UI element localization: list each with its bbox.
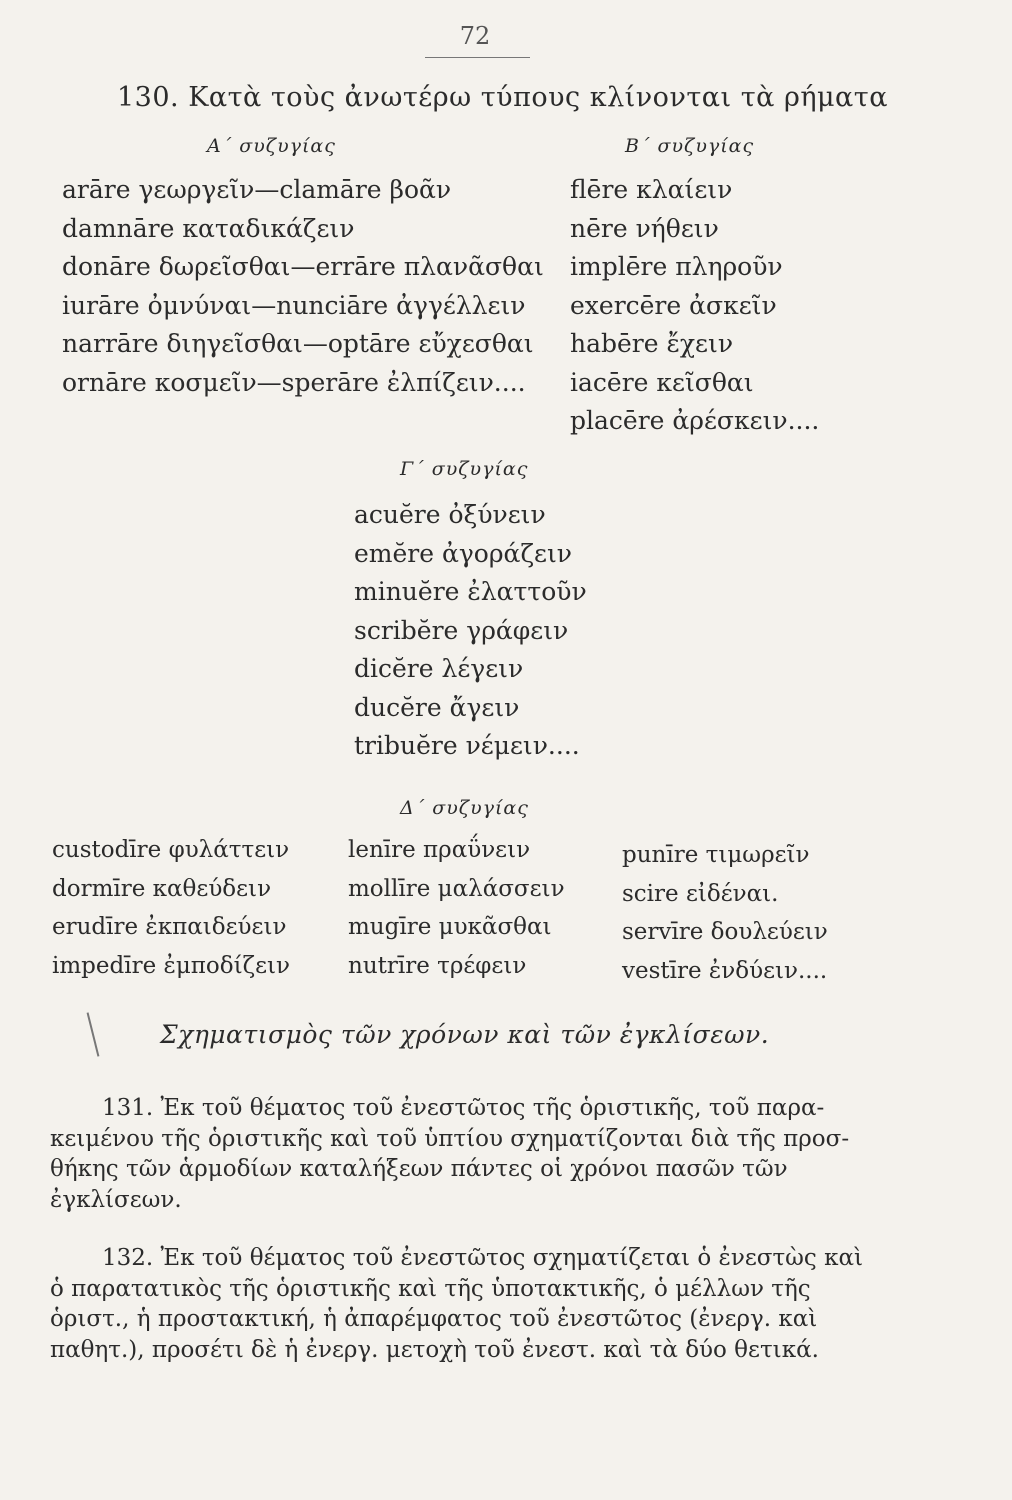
verb-line: exercēre ἀσκεῖν bbox=[570, 290, 777, 320]
paragraph-line: 131. Ἐκ τοῦ θέματος τοῦ ἐνεστῶτος τῆς ὁριστικῆς, τοῦ παρα- bbox=[102, 1095, 825, 1121]
verb-line: arāre γεωργεῖν—clamāre βοᾶν bbox=[62, 175, 452, 204]
verb-line: ornāre κοσμεῖν—sperāre ἐλπίζειν.... bbox=[62, 367, 526, 397]
paragraph-132 bbox=[50, 1243, 870, 1365]
verb-line: mugīre μυκᾶσθαι bbox=[348, 914, 552, 940]
section-title: Σχηματισμὸς τῶν χρόνων καὶ τῶν ἐγκλίσεων. bbox=[160, 1020, 770, 1049]
paragraph-line: θήκης τῶν ἁρμοδίων καταλήξεων πάντες οἱ χρόνοι πασῶν τῶν bbox=[50, 1156, 788, 1182]
verb-line: punīre τιμωρεῖν bbox=[622, 842, 810, 868]
verb-line: vestīre ἐνδύειν.... bbox=[622, 957, 828, 984]
verb-line: iacēre κεῖσθαι bbox=[570, 367, 754, 397]
verb-line: scribĕre γράφειν bbox=[354, 615, 569, 645]
paragraph-line: ὁριστ., ἡ προστακτική, ἡ ἀπαρέμφατος τοῦ ἐνεστῶτος (ἐνεργ. καὶ bbox=[50, 1306, 818, 1332]
conj-a-title: Α΄ συζυγίας bbox=[207, 135, 336, 157]
verb-line: scire εἰδέναι. bbox=[622, 880, 779, 907]
verb-line: narrāre διηγεῖσθαι—optāre εὔχεσθαι bbox=[62, 329, 534, 358]
verb-line: acuĕre ὀξύνειν bbox=[354, 500, 546, 529]
conj-c-list bbox=[354, 496, 587, 766]
conj-d-title: Δ΄ συζυγίας bbox=[400, 797, 529, 819]
conj-b-title: Β΄ συζυγίας bbox=[625, 135, 755, 157]
margin-pencil-mark bbox=[87, 1012, 100, 1056]
verb-line: donāre δωρεῖσθαι—errāre πλανᾶσθαι bbox=[62, 252, 544, 281]
verb-line: placēre ἀρέσκειν.... bbox=[570, 406, 820, 435]
paragraph-line: ὁ παρατατικὸς τῆς ὁριστικῆς καὶ τῆς ὑποτακτικῆς, ὁ μέλλων τῆς bbox=[50, 1275, 811, 1302]
verb-line: erudīre ἐκπαιδεύειν bbox=[52, 914, 287, 940]
verb-line: implēre πληροῦν bbox=[570, 252, 783, 281]
verb-line: dicĕre λέγειν bbox=[354, 654, 524, 683]
page-number-rule bbox=[425, 57, 530, 58]
conj-b-list bbox=[570, 171, 819, 441]
page-number: 72 bbox=[459, 22, 491, 50]
conj-d-col3 bbox=[622, 836, 828, 990]
conj-d-col1 bbox=[52, 831, 290, 985]
verb-line: nutrīre τρέφειν bbox=[348, 952, 527, 979]
conj-a-list bbox=[62, 171, 544, 402]
verb-line: custodīre φυλάττειν bbox=[52, 837, 290, 863]
conj-c-title: Γ΄ συζυγίας bbox=[400, 458, 529, 480]
verb-line: flēre κλαίειν bbox=[570, 175, 733, 204]
paragraph-line: 132. Ἐκ τοῦ θέματος τοῦ ἐνεστῶτος σχηματίζεται ὁ ἐνεστὼς καὶ bbox=[102, 1245, 864, 1271]
paragraph-line: κειμένου τῆς ὁριστικῆς καὶ τοῦ ὑπτίου σχηματίζονται διὰ τῆς προσ- bbox=[50, 1125, 850, 1152]
verb-line: tribuĕre νέμειν.... bbox=[354, 731, 580, 760]
verb-line: minuĕre ἐλαττοῦν bbox=[354, 577, 587, 606]
verb-line: damnāre καταδικάζειν bbox=[62, 213, 355, 243]
verb-line: ducĕre ἄγειν bbox=[354, 692, 520, 722]
verb-line: lenīre πραΰνειν bbox=[348, 837, 531, 863]
verb-line: habēre ἔχειν bbox=[570, 329, 734, 358]
verb-line: impedīre ἐμποδίζειν bbox=[52, 952, 290, 979]
verb-line: mollīre μαλάσσειν bbox=[348, 875, 565, 902]
verb-line: dormīre καθεύδειν bbox=[52, 875, 272, 902]
verb-line: nēre νήθειν bbox=[570, 213, 719, 243]
verb-line: emĕre ἀγοράζειν bbox=[354, 538, 572, 568]
paragraph-131 bbox=[50, 1093, 870, 1215]
paragraph-line: παθητ.), προσέτι δὲ ἡ ἐνεργ. μετοχὴ τοῦ ἐνεστ. καὶ τὰ δύο θετικά. bbox=[50, 1336, 819, 1363]
verb-line: iurāre ὀμνύναι—nunciāre ἀγγέλλειν bbox=[62, 290, 526, 320]
verb-line: servīre δουλεύειν bbox=[622, 919, 828, 945]
section-130-heading: 130. Κατὰ τοὺς ἀνωτέρω τύπους κλίνονται τὰ ρήματα bbox=[117, 82, 888, 113]
conj-d-col2 bbox=[348, 831, 565, 985]
paragraph-line: ἐγκλίσεων. bbox=[50, 1186, 182, 1213]
